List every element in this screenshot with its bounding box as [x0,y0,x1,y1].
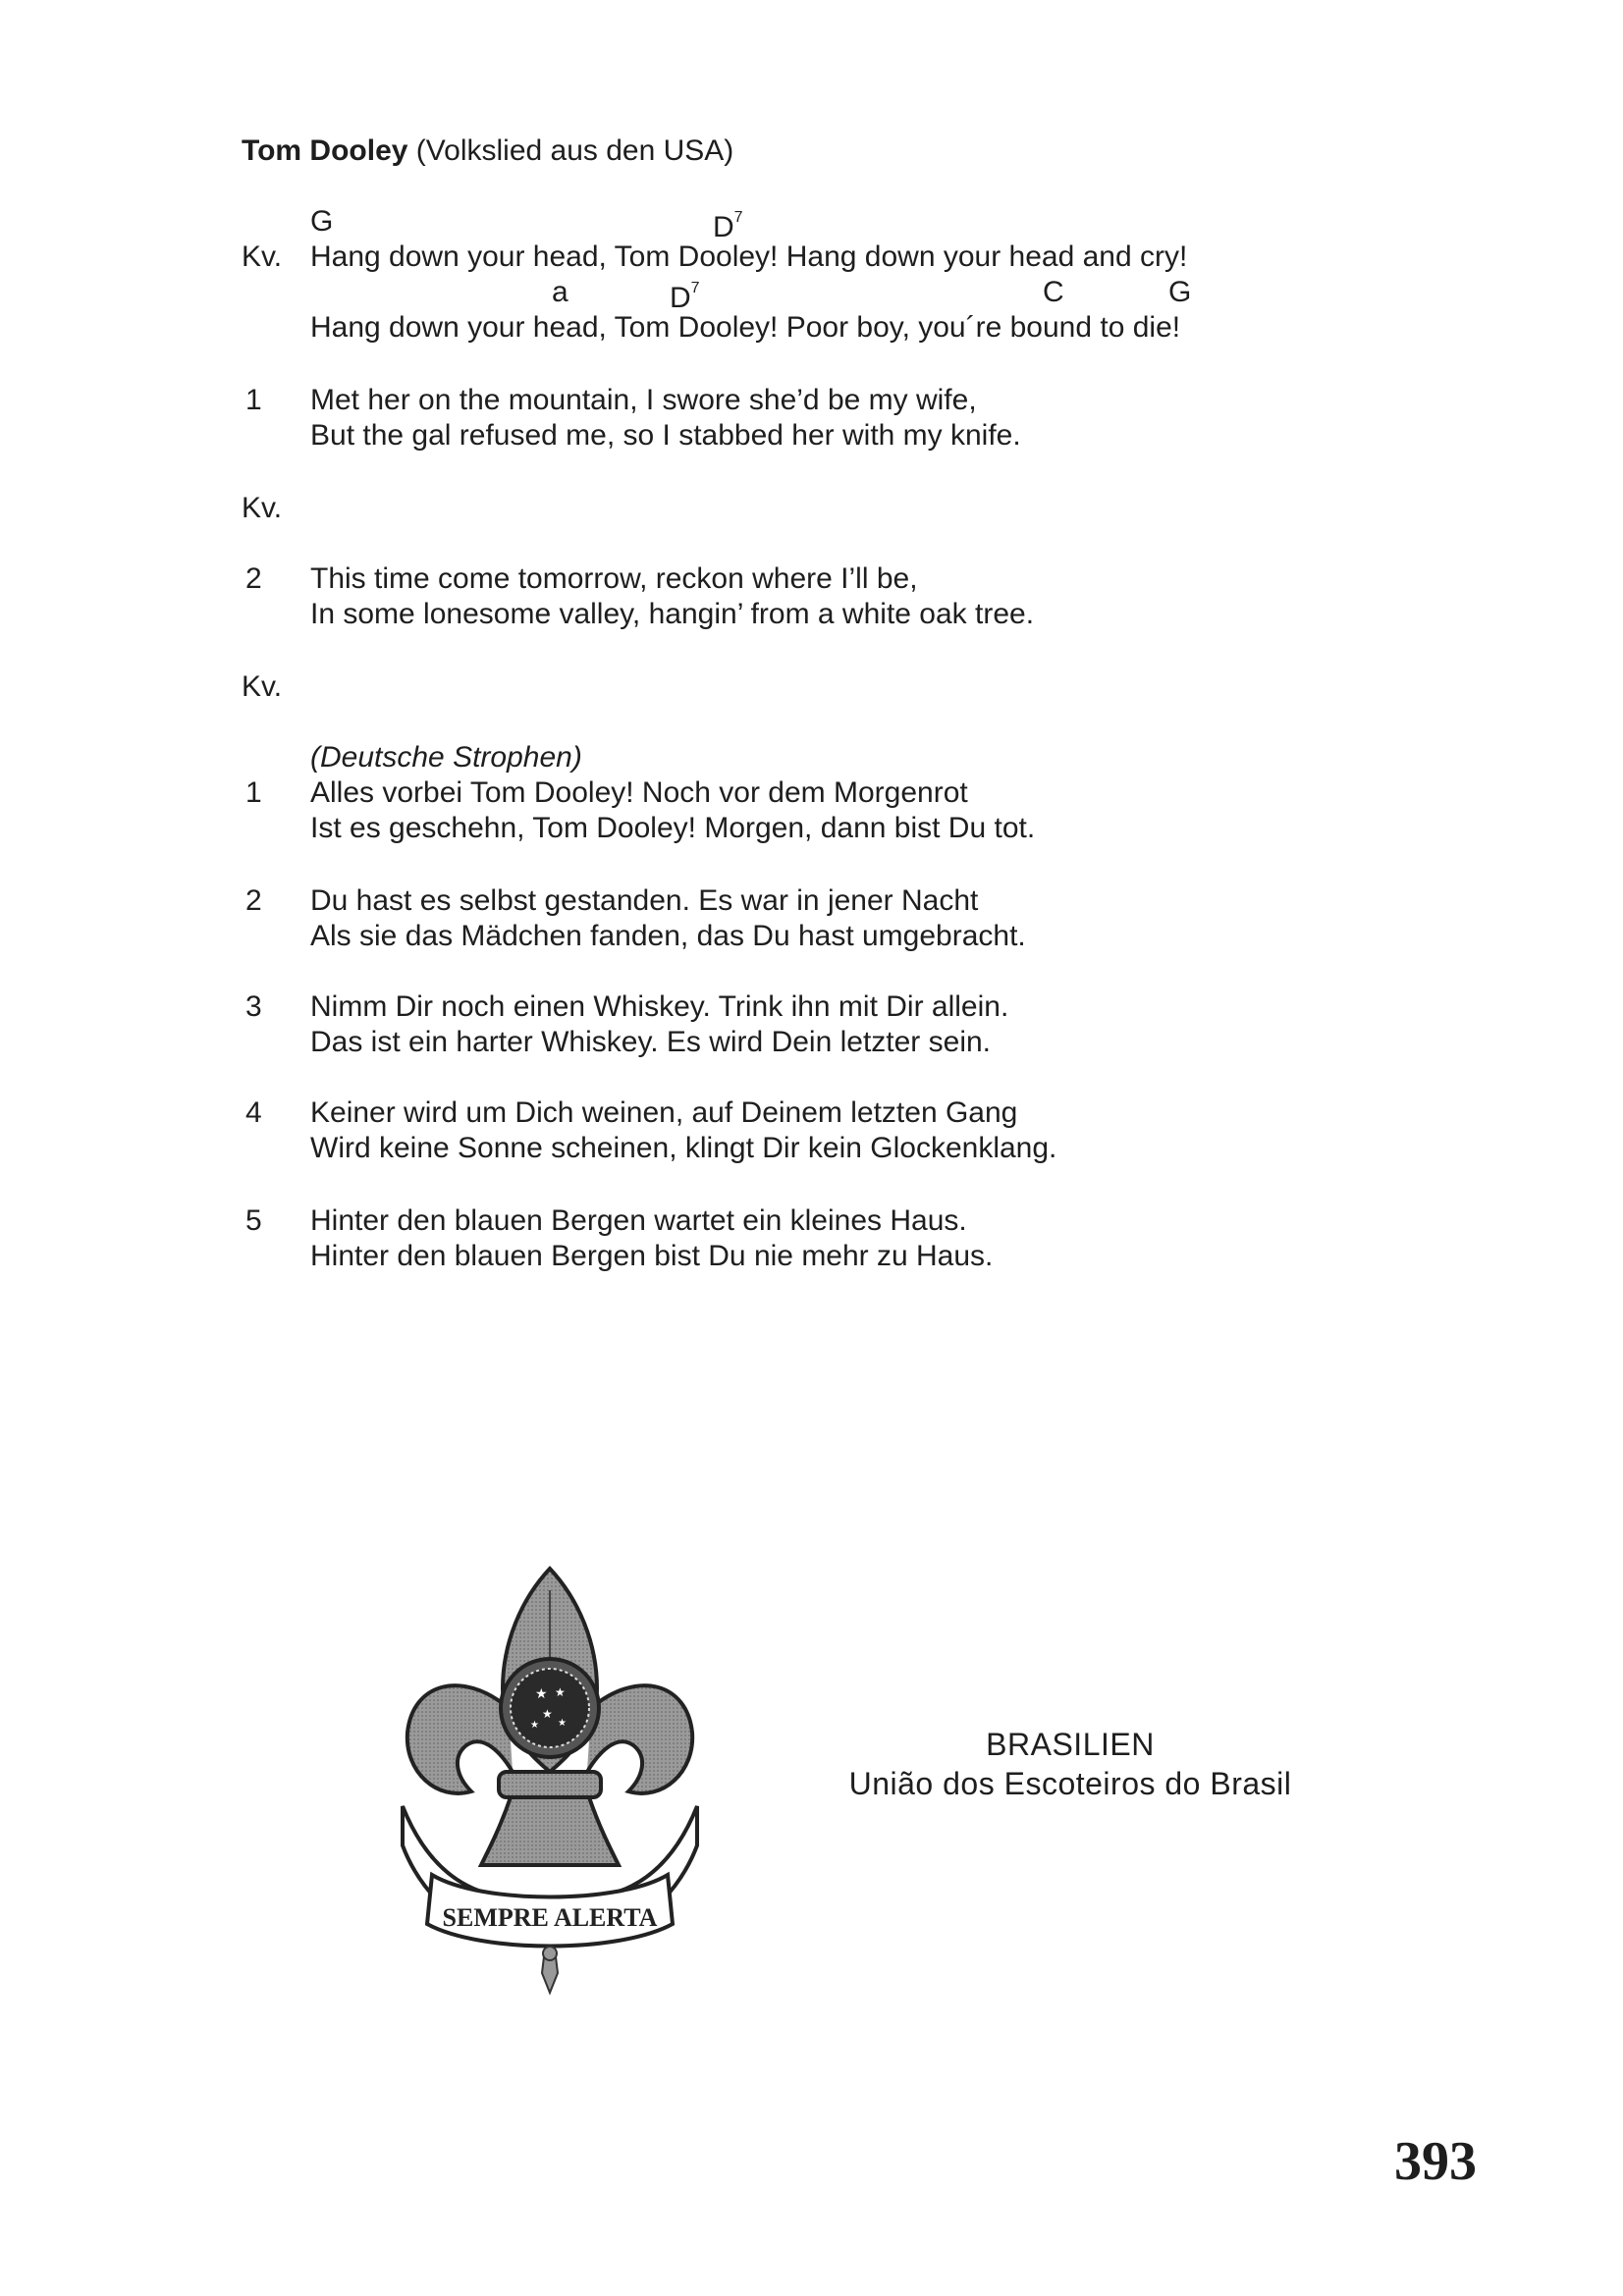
chord-d7-2: $D^7$ [670,280,700,314]
verse-number: 2 [245,562,262,595]
verse-line: Wird keine Sonne scheinen, klingt Dir kein Glockenklang. [310,1132,1057,1164]
page-number: 393 [1394,2131,1477,2192]
german-verses-heading: (Deutsche Strophen) [310,741,582,774]
verse-line: This time come tomorrow, reckon where I’ll be, [310,562,918,595]
verse-line: Ist es geschehn, Tom Dooley! Morgen, dann bist Du tot. [310,812,1036,844]
verse-line: Das ist ein harter Whiskey. Es wird Dein letzter sein. [310,1026,992,1058]
verse-number: 3 [245,990,262,1023]
verse-line: Met her on the mountain, I swore she’d be my wife, [310,384,977,416]
verse-line: But the gal refused me, so I stabbed her with my knife. [310,419,1021,452]
verse-number: 5 [245,1204,262,1237]
verse-line: Hinter den blauen Bergen bist Du nie mehr zu Haus. [310,1240,994,1272]
verse-line: Nimm Dir noch einen Whiskey. Trink ihn mit Dir allein. [310,990,1009,1023]
song-title-origin: (Volkslied aus den USA) [415,134,734,167]
verse-number: 4 [245,1096,262,1129]
verse-number: 2 [245,884,262,917]
chorus-line-2: Hang down your head, Tom Dooley! Poor boy, you´re bound to die! [310,311,1181,344]
chord-a: a [552,276,568,308]
verse-line: Alles vorbei Tom Dooley! Noch vor dem Morgenrot [310,776,968,809]
svg-text:★: ★ [558,1718,567,1729]
country-name: BRASILIEN [986,1727,1155,1762]
svg-text:★: ★ [542,1707,553,1721]
song-title [242,132,733,171]
verse-number: 1 [245,384,262,416]
svg-text:★: ★ [530,1720,539,1731]
song-title-bold: Tom Dooley [242,134,408,167]
chord-g: G [310,205,334,238]
verse-line: Als sie das Mädchen fanden, das Du hast umgebracht. [310,920,1026,952]
chord-g-2: G [1168,276,1192,308]
verse-line: Du hast es selbst gestanden. Es war in jener Nacht [310,884,979,917]
svg-text:★: ★ [555,1685,566,1699]
verse-line: Hinter den blauen Bergen wartet ein kleines Haus. [310,1204,967,1237]
chorus-label: Kv. [242,240,283,273]
chorus-ref: Kv. [242,670,283,703]
svg-text:★: ★ [535,1686,548,1702]
fleur-de-lis-scout-emblem-icon [393,1561,707,2002]
chord-c: C [1043,276,1064,308]
verse-line: Keiner wird um Dich weinen, auf Deinem letzten Gang [310,1096,1018,1129]
chorus-line-1: Hang down your head, Tom Dooley! Hang down your head and cry! [310,240,1188,273]
chorus-ref: Kv. [242,492,283,524]
verse-line: In some lonesome valley, hangin’ from a white oak tree. [310,598,1035,630]
verse-number: 1 [245,776,262,809]
emblem-motto: SEMPRE ALERTA [442,1903,658,1932]
chord-d7: $D^7$ [713,209,743,243]
organization-name: União dos Escoteiros do Brasil [848,1766,1292,1801]
